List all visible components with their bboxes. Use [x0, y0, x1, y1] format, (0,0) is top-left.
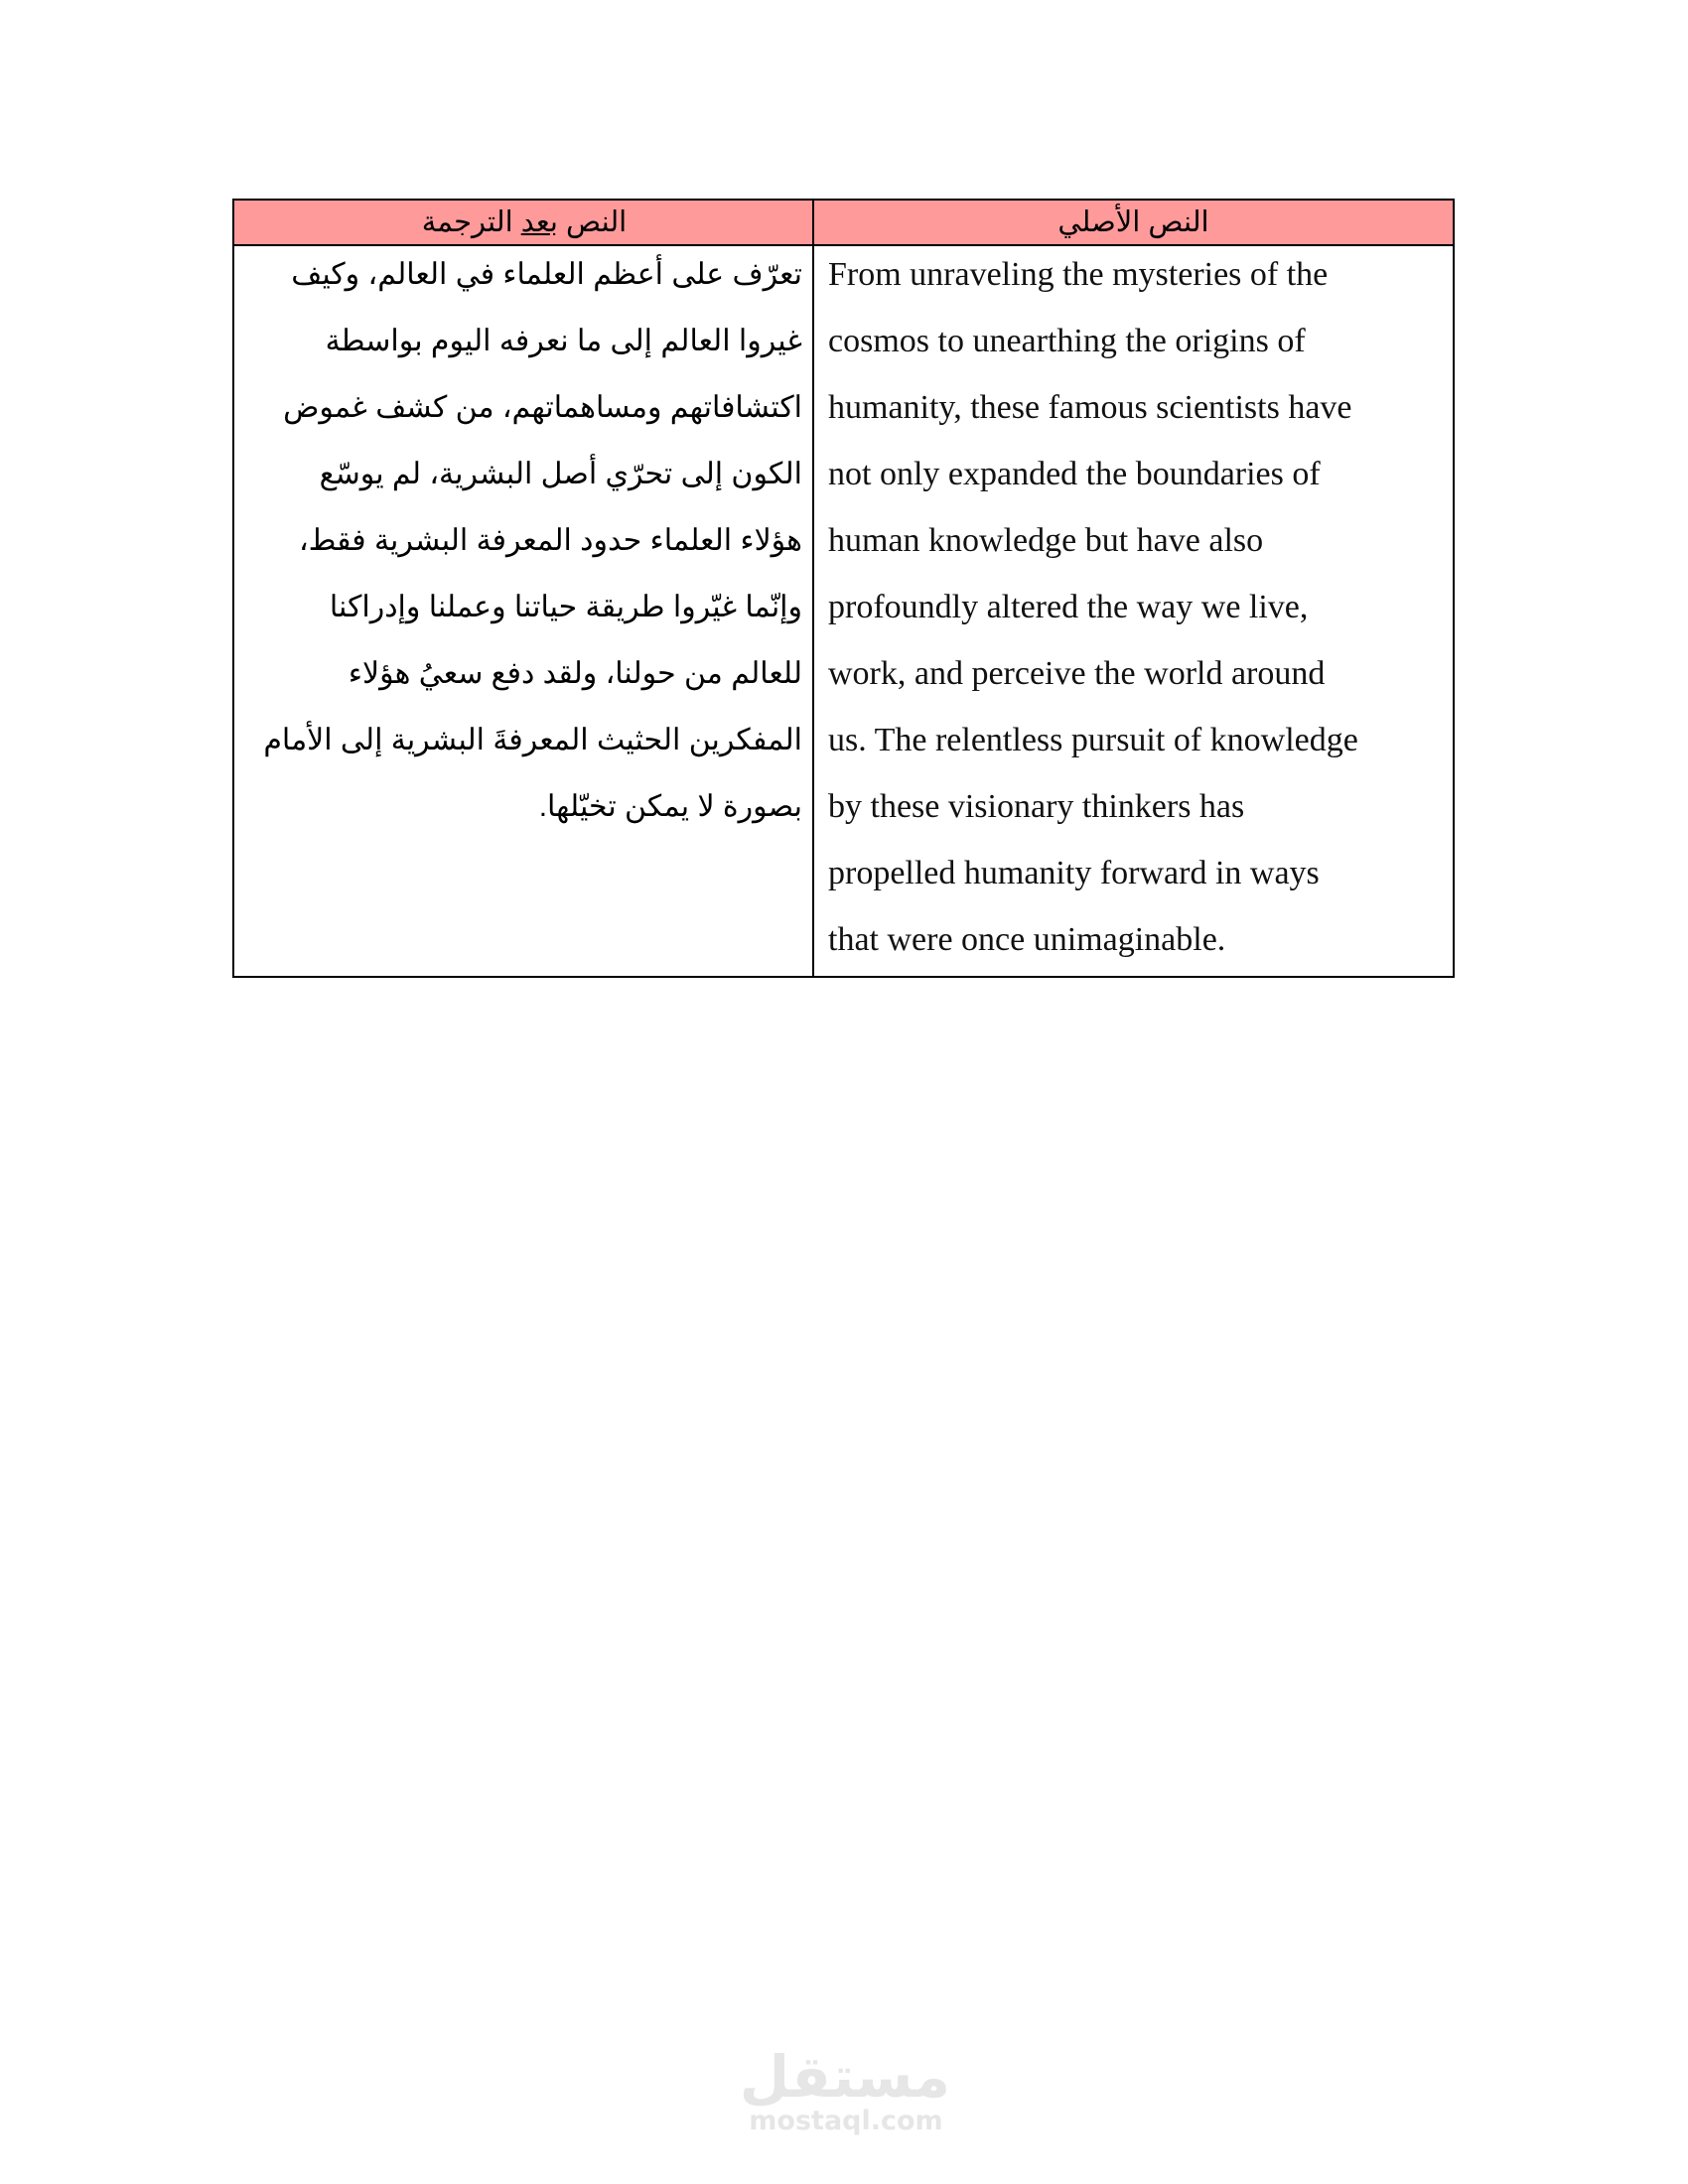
original-line: cosmos to unearthing the origins of	[828, 323, 1306, 359]
header-part-underlined: بعد	[520, 206, 558, 238]
original-line: humanity, these famous scientists have	[828, 389, 1352, 426]
original-line: From unraveling the mysteries of the	[828, 256, 1329, 293]
translation-table	[232, 199, 1455, 978]
translated-line: للعالم من حولنا، ولقد دفع سعيُ هؤلاء	[348, 657, 802, 690]
header-part: الترجمة	[421, 206, 521, 238]
original-line: not only expanded the boundaries of	[828, 456, 1321, 492]
translated-line: اكتشافاتهم ومساهماتهم، من كشف غموض	[283, 391, 802, 424]
watermark-latin: mostaql.com	[749, 2106, 943, 2136]
original-line: work, and perceive the world around	[828, 655, 1326, 692]
original-line: that were once unimaginable.	[828, 921, 1226, 958]
original-line: us. The relentless pursuit of knowledge	[828, 722, 1358, 758]
translated-line: غيروا العالم إلى ما نعرفه اليوم بواسطة	[325, 325, 802, 357]
translated-line: بصورة لا يمكن تخيّلها.	[538, 790, 802, 823]
original-line: propelled humanity forward in ways	[828, 855, 1320, 891]
header-part: النص	[558, 206, 628, 238]
original-line: human knowledge but have also	[828, 522, 1264, 559]
mostaql-watermark	[739, 2043, 950, 2136]
translated-line: وإنّما غيّروا طريقة حياتنا وعملنا وإدراكنا	[329, 591, 802, 623]
translated-line: الكون إلى تحرّي أصل البشرية، لم يوسّع	[319, 458, 802, 490]
translated-line: تعرّف على أعظم العلماء في العالم، وكيف	[291, 258, 802, 291]
original-line: profoundly altered the way we live,	[828, 589, 1309, 625]
original-text-cell	[828, 246, 1449, 978]
translated-line: المفكرين الحثيث المعرفةَ البشرية إلى الأمام	[263, 724, 802, 756]
column-divider	[812, 201, 814, 976]
header-translated-text	[234, 201, 814, 246]
watermark-arabic: مستقل	[739, 2043, 950, 2111]
header-original-text: النص الأصلي	[814, 201, 1453, 246]
original-line: by these visionary thinkers has	[828, 788, 1245, 825]
translated-line: هؤلاء العلماء حدود المعرفة البشرية فقط،	[298, 524, 802, 557]
translated-text-cell	[244, 246, 802, 845]
